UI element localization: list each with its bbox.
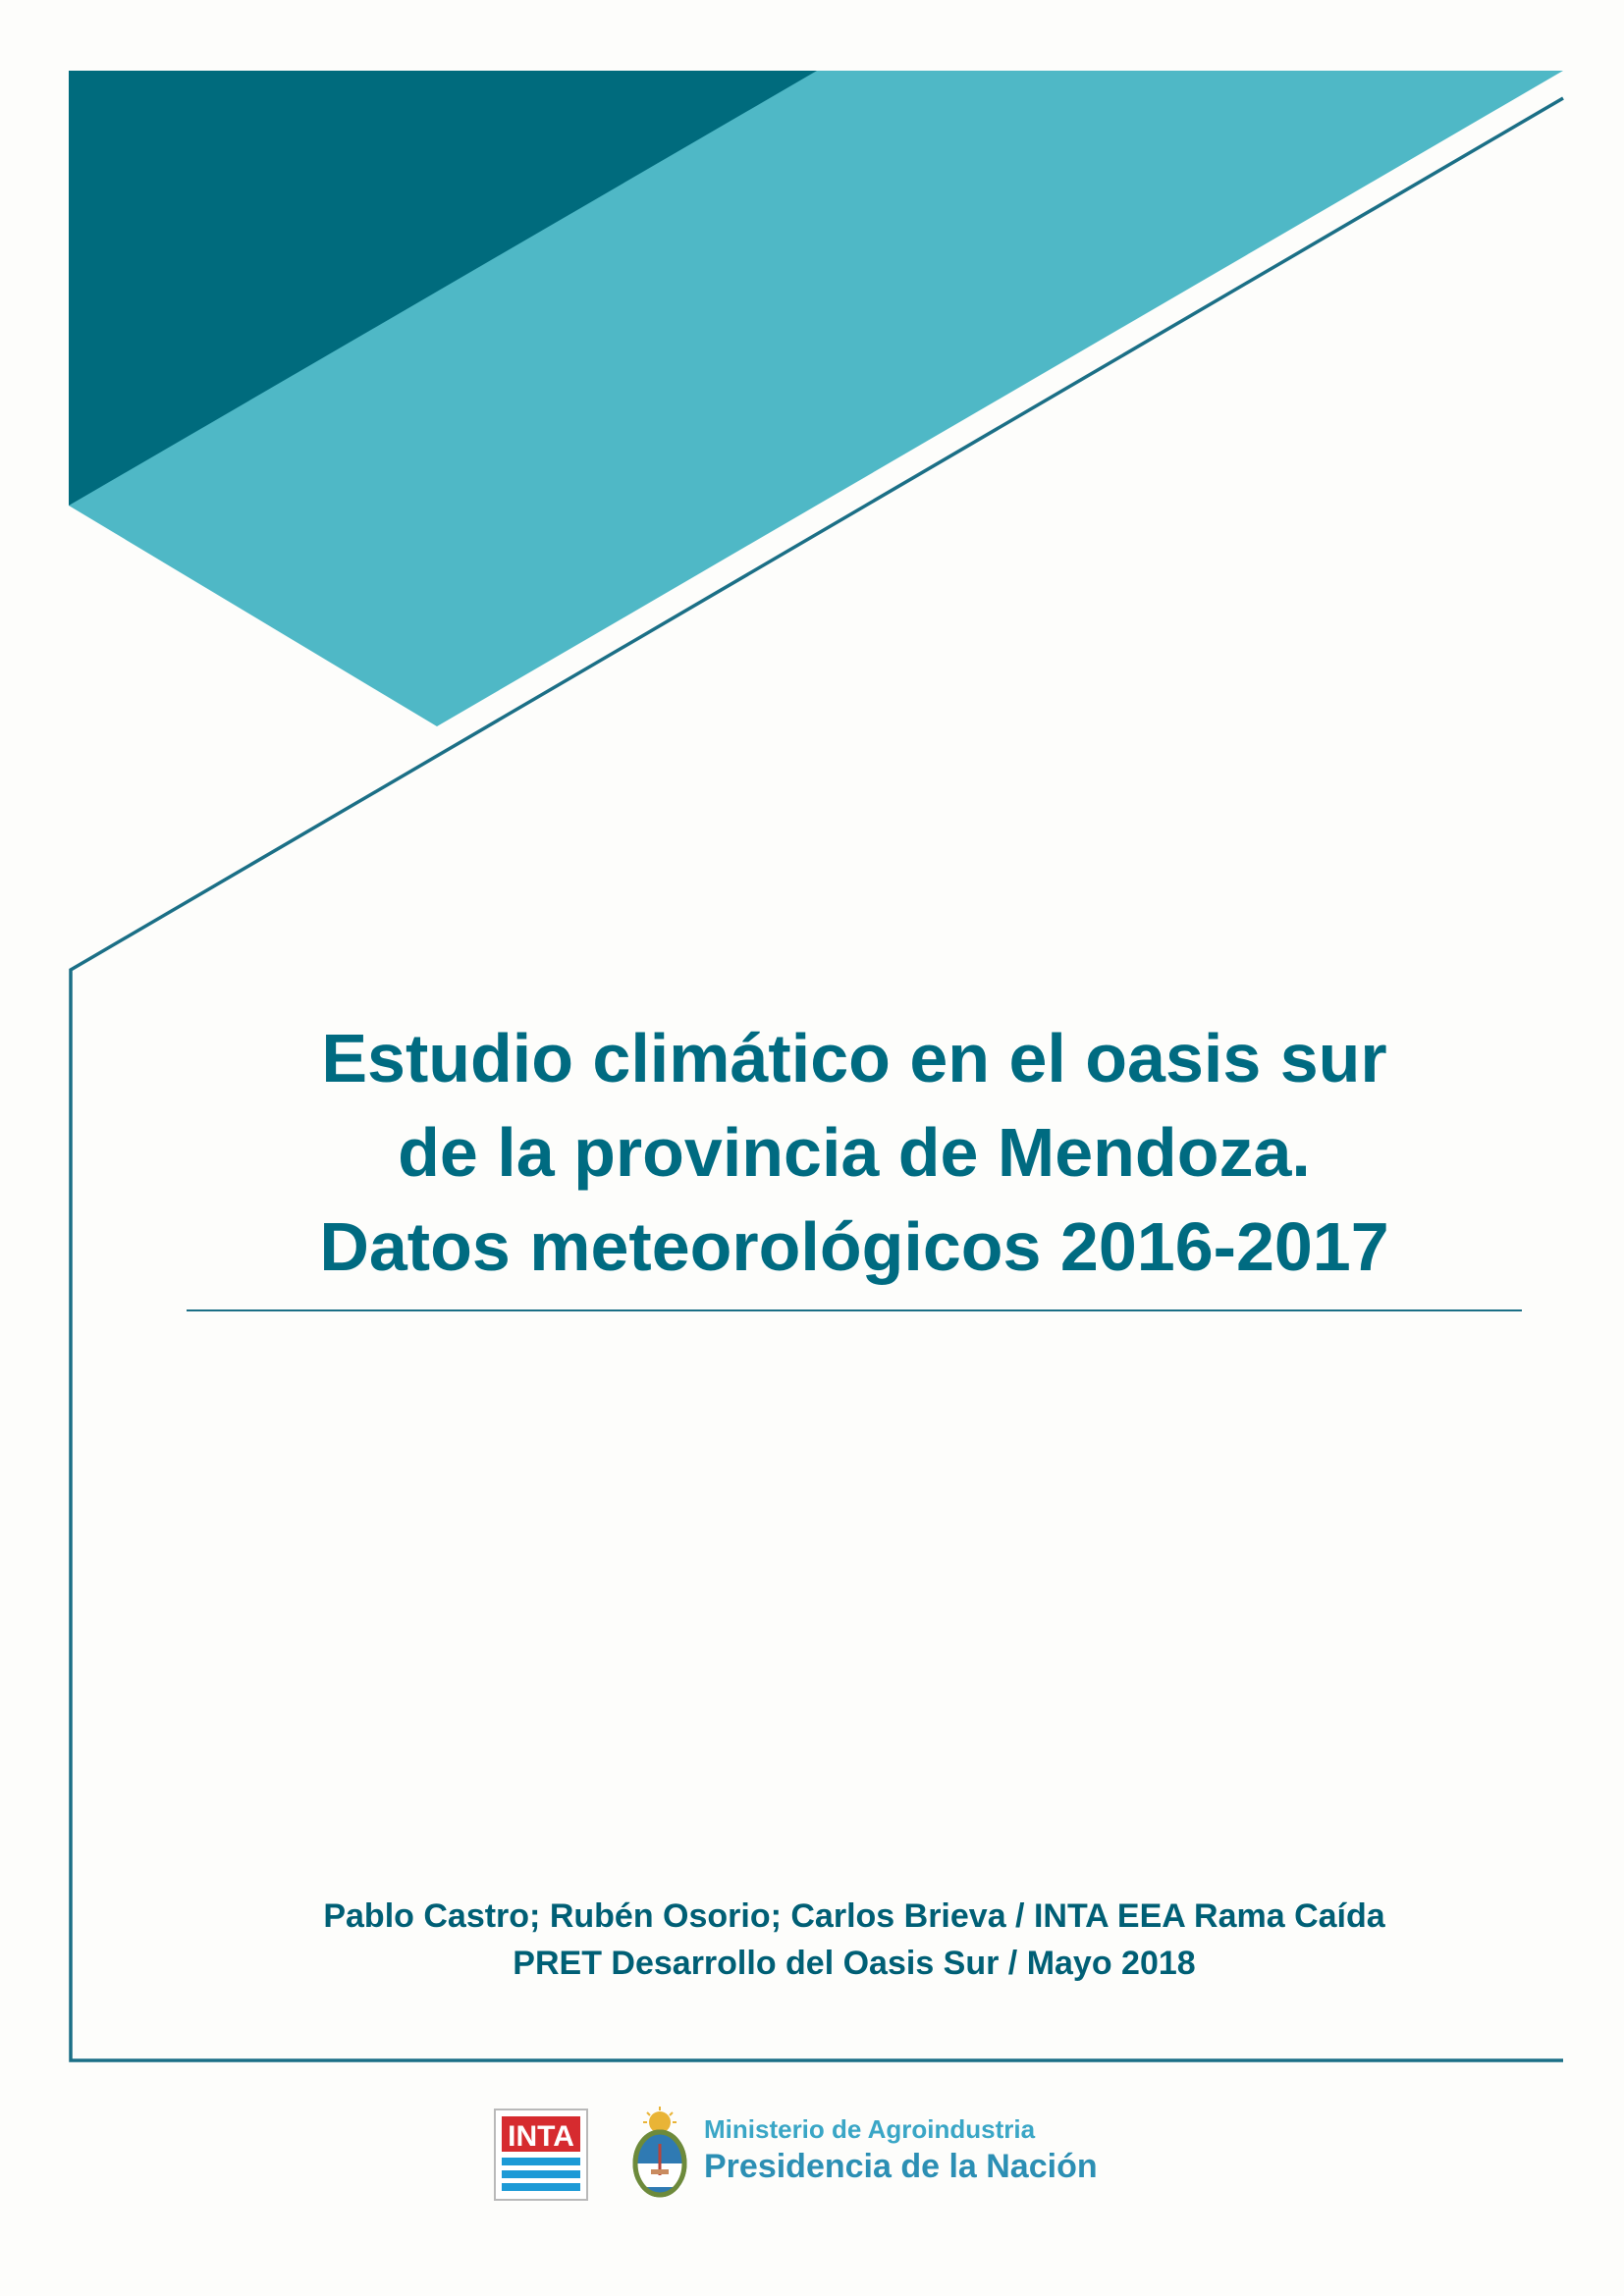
argentina-coat-of-arms-icon [623,2105,696,2205]
ministry-logo [623,2105,1173,2208]
presidency-name: Presidencia de la Nación [704,2148,1098,2185]
title-line-2: de la provincia de Mendoza. [398,1114,1311,1191]
document-title [187,1011,1522,1294]
authors-line: Pablo Castro; Rubén Osorio; Carlos Brieva / INTA EEA Rama Caída [323,1897,1385,1935]
title-line-1: Estudio climático en el oasis sur [321,1020,1387,1096]
svg-text:INTA: INTA [508,2120,574,2153]
title-line-3: Datos meteorológicos 2016-2017 [319,1208,1389,1285]
title-underline [187,1309,1522,1311]
authors-affiliation [187,1893,1522,1987]
ministry-name: Ministerio de Agroindustria [704,2114,1036,2144]
program-date-line: PRET Desarrollo del Oasis Sur / Mayo 2018 [513,1945,1196,1982]
inta-logo-icon [494,2109,588,2201]
